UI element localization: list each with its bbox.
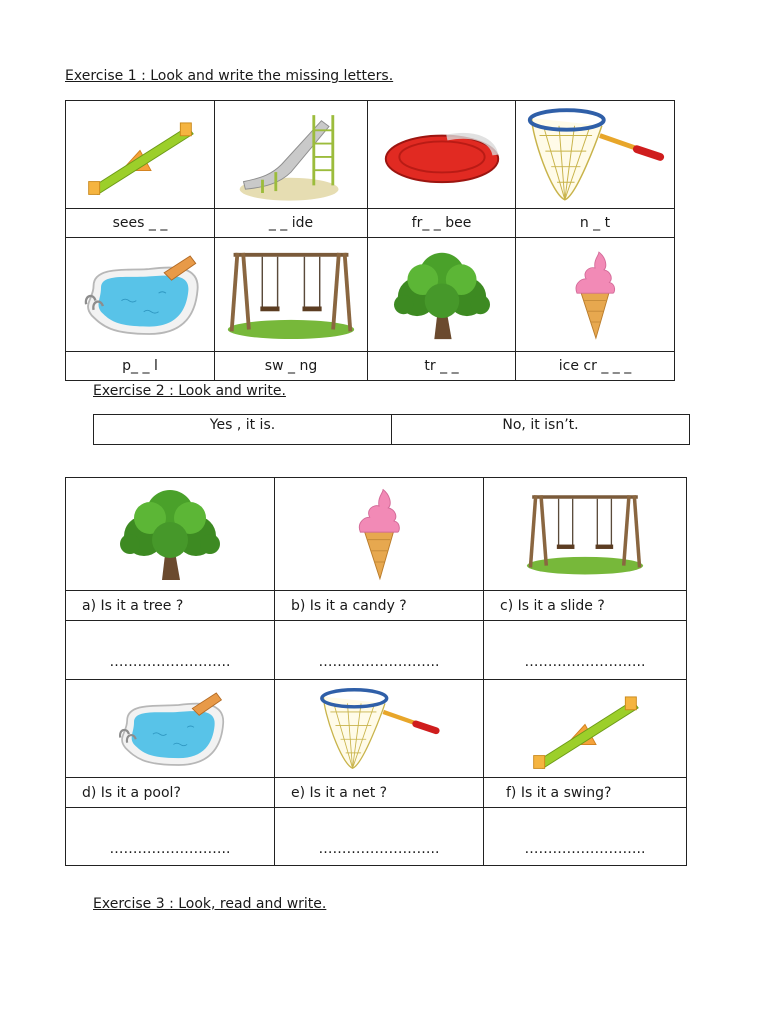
word-cell: p_ _ l — [66, 352, 215, 381]
question-cell: a) Is it a tree ? — [66, 591, 275, 621]
exercise1-table — [65, 100, 675, 381]
exercise2-heading: Exercise 2 : Look and write. — [93, 383, 286, 399]
frisbee-icon — [379, 116, 505, 194]
pool-picture-cell — [66, 680, 275, 778]
tree-picture-cell — [368, 238, 516, 352]
tree-icon — [108, 484, 232, 584]
exercise1-heading: Exercise 1 : Look and write the missing letters. — [65, 68, 394, 84]
answer-line[interactable]: …………………….. — [484, 808, 687, 866]
ice-cream-icon — [351, 484, 407, 584]
net-icon — [522, 106, 668, 204]
frisbee-picture-cell — [368, 101, 516, 209]
swing-picture-cell — [215, 238, 368, 352]
swing-icon — [224, 247, 358, 343]
word-cell: ice cr _ _ _ — [516, 352, 675, 381]
question-cell: c) Is it a slide ? — [484, 591, 687, 621]
seesaw-icon — [530, 686, 640, 772]
seesaw-picture-cell — [66, 101, 215, 209]
seesaw-icon — [85, 112, 195, 198]
question-cell: e) Is it a net ? — [275, 778, 484, 808]
word-cell: fr_ _ bee — [368, 209, 516, 238]
question-cell: d) Is it a pool? — [66, 778, 275, 808]
answer-yes: Yes , it is. — [94, 415, 392, 445]
pool-picture-cell — [66, 238, 215, 352]
exercise3-heading: Exercise 3 : Look, read and write. — [93, 896, 327, 912]
net-picture-cell — [516, 101, 675, 209]
ice-cream-picture-cell — [275, 478, 484, 591]
ice-cream-picture-cell — [516, 238, 675, 352]
answer-line[interactable]: …………………….. — [66, 808, 275, 866]
swing-icon — [515, 490, 655, 578]
exercise2-table — [65, 477, 687, 866]
net-icon — [315, 686, 443, 772]
word-cell: _ _ ide — [215, 209, 368, 238]
answer-line[interactable]: …………………….. — [275, 621, 484, 680]
net-picture-cell — [275, 680, 484, 778]
answer-line[interactable]: …………………….. — [484, 621, 687, 680]
answer-line[interactable]: …………………….. — [66, 621, 275, 680]
ice-cream-icon — [568, 246, 622, 344]
question-cell: b) Is it a candy ? — [275, 591, 484, 621]
tree-picture-cell — [66, 478, 275, 591]
question-cell: f) Is it a swing? — [484, 778, 687, 808]
word-cell: n _ t — [516, 209, 675, 238]
tree-icon — [382, 247, 502, 343]
pool-icon — [75, 248, 205, 342]
word-cell: tr _ _ — [368, 352, 516, 381]
answer-line[interactable]: …………………….. — [275, 808, 484, 866]
answer-bank-table — [93, 414, 690, 445]
answer-no: No, it isn’t. — [392, 415, 690, 445]
pool-icon — [110, 686, 230, 772]
slide-picture-cell — [215, 101, 368, 209]
swing-picture-cell — [484, 478, 687, 591]
slide-icon — [234, 107, 348, 203]
word-cell: sw _ ng — [215, 352, 368, 381]
word-cell: sees _ _ — [66, 209, 215, 238]
seesaw-picture-cell — [484, 680, 687, 778]
